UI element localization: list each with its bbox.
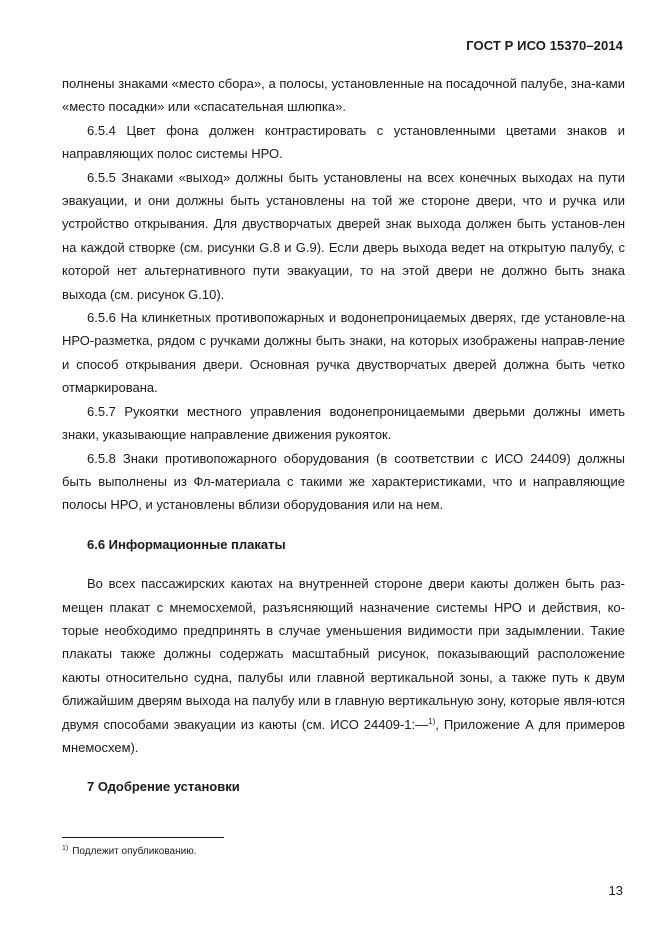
- paragraph-6-6: [62, 572, 625, 759]
- section-heading-7: 7 Одобрение установки: [87, 779, 240, 795]
- paragraph-6-5-6: 6.5.6 На клинкетных противопожарных и водонепроницаемых дверях, где установле-на НРО-разметка, рядом с ручками должны быть знаки, на которых изображены направ-ление и способ открывания двери. Основная ручка двустворчатых дверей должна быть четко отмаркирована.: [62, 310, 625, 396]
- footnote: [62, 845, 197, 858]
- paragraph-6-6-text-end: , Приложение А для примеров мнемосхем).: [62, 716, 625, 755]
- document-body: [62, 72, 625, 799]
- footnote-divider: [62, 837, 224, 838]
- footnote-reference: 1): [428, 716, 436, 726]
- document-code-header: ГОСТ Р ИСО 15370–2014: [466, 38, 623, 53]
- page-number: 13: [608, 883, 623, 898]
- paragraph-6-5-5: 6.5.5 Знаками «выход» должны быть установлены на всех конечных выходах на пути эвакуации, и они должны быть установлены на той же стороне двери, что и ручка или устройство открывания. Для двустворчатых дверей знак выхода должен быть установ-лен на каждой створке (см. рисунки G.8 и G.9). Если дверь выхода ведет на открытую палубу, с которой нет альтернативного пути эвакуации, то на этой двери не должно быть знака выхода (см. рисунок G.10).: [62, 169, 625, 302]
- paragraph-6-5-8: 6.5.8 Знаки противопожарного оборудования (в соответствии с ИСО 24409) должны быть выполнены из Фл-материала с такими же характеристиками, что и направляющие полосы НРО, и установлены вблизи оборудования или на нем.: [62, 450, 625, 513]
- paragraph-6-5-7: 6.5.7 Рукоятки местного управления водонепроницаемыми дверьми должны иметь знаки, указывающие направление движения рукояток.: [62, 403, 625, 443]
- footnote-text: Подлежит опубликованию.: [72, 846, 197, 857]
- footnote-mark: 1): [62, 845, 69, 852]
- paragraph-continuation: полнены знаками «место сбора», а полосы, установленные на посадочной палубе, зна-ками «место посадки» или «спасательная шлюпка».: [62, 76, 625, 115]
- paragraph-6-6-text: Во всех пассажирских каютах на внутренней стороне двери каюты должен быть раз-мещен плакат с мнемосхемой, разъясняющий назначение системы НРО и действия, ко-торые необходимо предпринять в случае уменьшения видимости при задымлении. Такие плакаты также должны содержать масштабный рисунок, показывающий расположение каюты относительно судна, палубы или главной вертикальной зоны, а также путь к двум ближайшим дверям выхода на палубу или в главную вертикальную зону, которые явля-ются двумя способами эвакуации из каюты (см. ИСО 24409-1:—: [62, 576, 625, 732]
- paragraph-6-5-4: 6.5.4 Цвет фона должен контрастировать с установленными цветами знаков и направляющих полос системы НРО.: [62, 122, 625, 162]
- section-heading-6-6: 6.6 Информационные плакаты: [87, 536, 286, 552]
